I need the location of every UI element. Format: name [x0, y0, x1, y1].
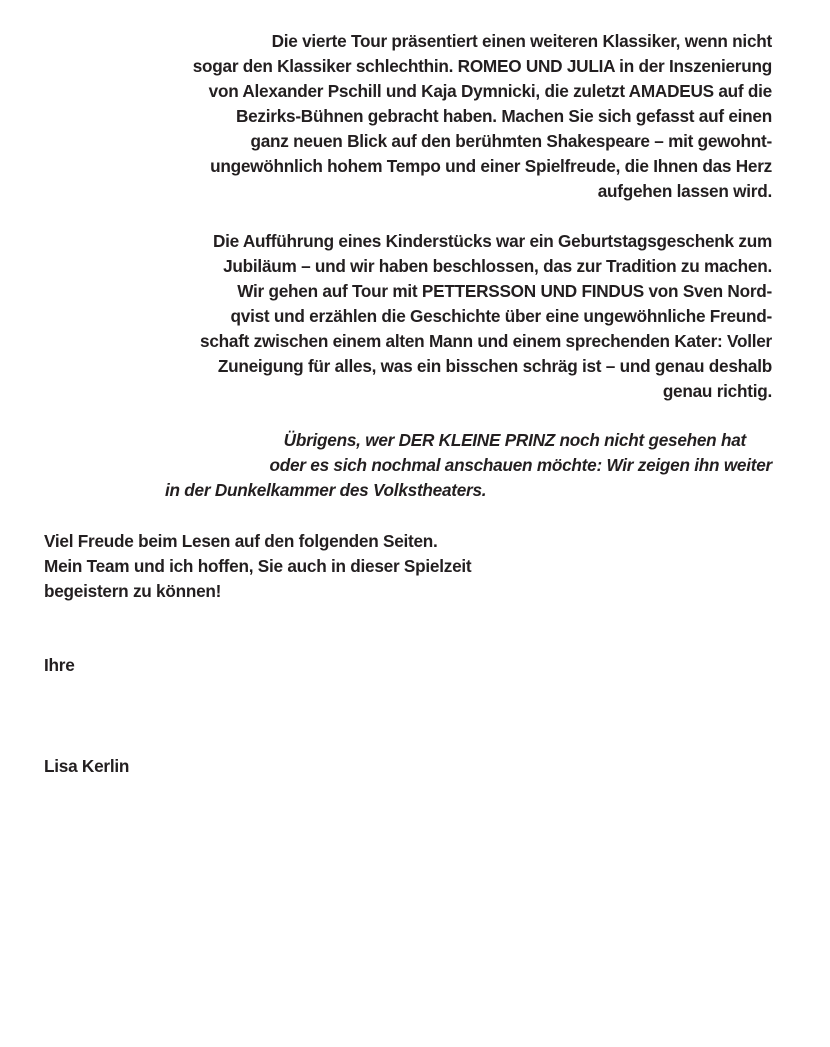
text-line: von Alexander Pschill und Kaja Dymnicki, die zuletzt AMADEUS auf die: [208, 81, 772, 101]
text-line: Viel Freude beim Lesen auf den folgenden Seiten.: [44, 531, 438, 551]
text-line: Die vierte Tour präsentiert einen weiteren Klassiker, wenn nicht: [271, 31, 772, 51]
text-line: begeistern zu können!: [44, 581, 222, 601]
text-line: ungewöhnlich hohem Tempo und einer Spielfreude, die Ihnen das Herz: [210, 156, 772, 176]
signer-text: Lisa Kerlin: [44, 756, 130, 776]
closing-text: Ihre: [44, 655, 75, 675]
text-line: genau richtig.: [662, 381, 772, 401]
text-line: aufgehen lassen wird.: [597, 181, 772, 201]
text-line: Wir gehen auf Tour mit PETTERSSON UND FINDUS von Sven Nord-: [237, 281, 772, 301]
paragraph-fourth-tour: [20, 29, 772, 204]
text-line: qvist und erzählen die Geschichte über eine ungewöhnliche Freund-: [230, 306, 772, 326]
text-line: Die Aufführung eines Kinderstücks war ein Geburtstagsgeschenk zum: [212, 231, 772, 251]
paragraph-childrens-play: [20, 229, 772, 404]
text-line: Zuneigung für alles, was ein bisschen schräg ist – und genau deshalb: [217, 356, 772, 376]
closing-salutation: [44, 653, 344, 678]
text-line: Übrigens, wer DER KLEINE PRINZ noch nicht gesehen hat: [283, 430, 746, 450]
text-line: Bezirks-Bühnen gebracht haben. Machen Sie sich gefasst auf einen: [235, 106, 772, 126]
text-line: sogar den Klassiker schlechthin. ROMEO UND JULIA in der Inszenierung: [192, 56, 772, 76]
text-line: oder es sich nochmal anschauen möchte: Wir zeigen ihn weiter: [269, 455, 772, 475]
text-line: ganz neuen Blick auf den berühmten Shakespeare – mit gewohnt-: [250, 131, 772, 151]
text-line: Jubiläum – und wir haben beschlossen, das zur Tradition zu machen.: [223, 256, 772, 276]
paragraph-enjoy-reading: [44, 529, 684, 604]
text-line: in der Dunkelkammer des Volkstheaters.: [165, 480, 487, 500]
signer-name: [44, 754, 344, 779]
text-line: Mein Team und ich hoffen, Sie auch in dieser Spielzeit: [44, 556, 472, 576]
text-line: schaft zwischen einem alten Mann und einem sprechenden Kater: Voller: [200, 331, 772, 351]
paragraph-little-prince-note: [160, 428, 772, 503]
